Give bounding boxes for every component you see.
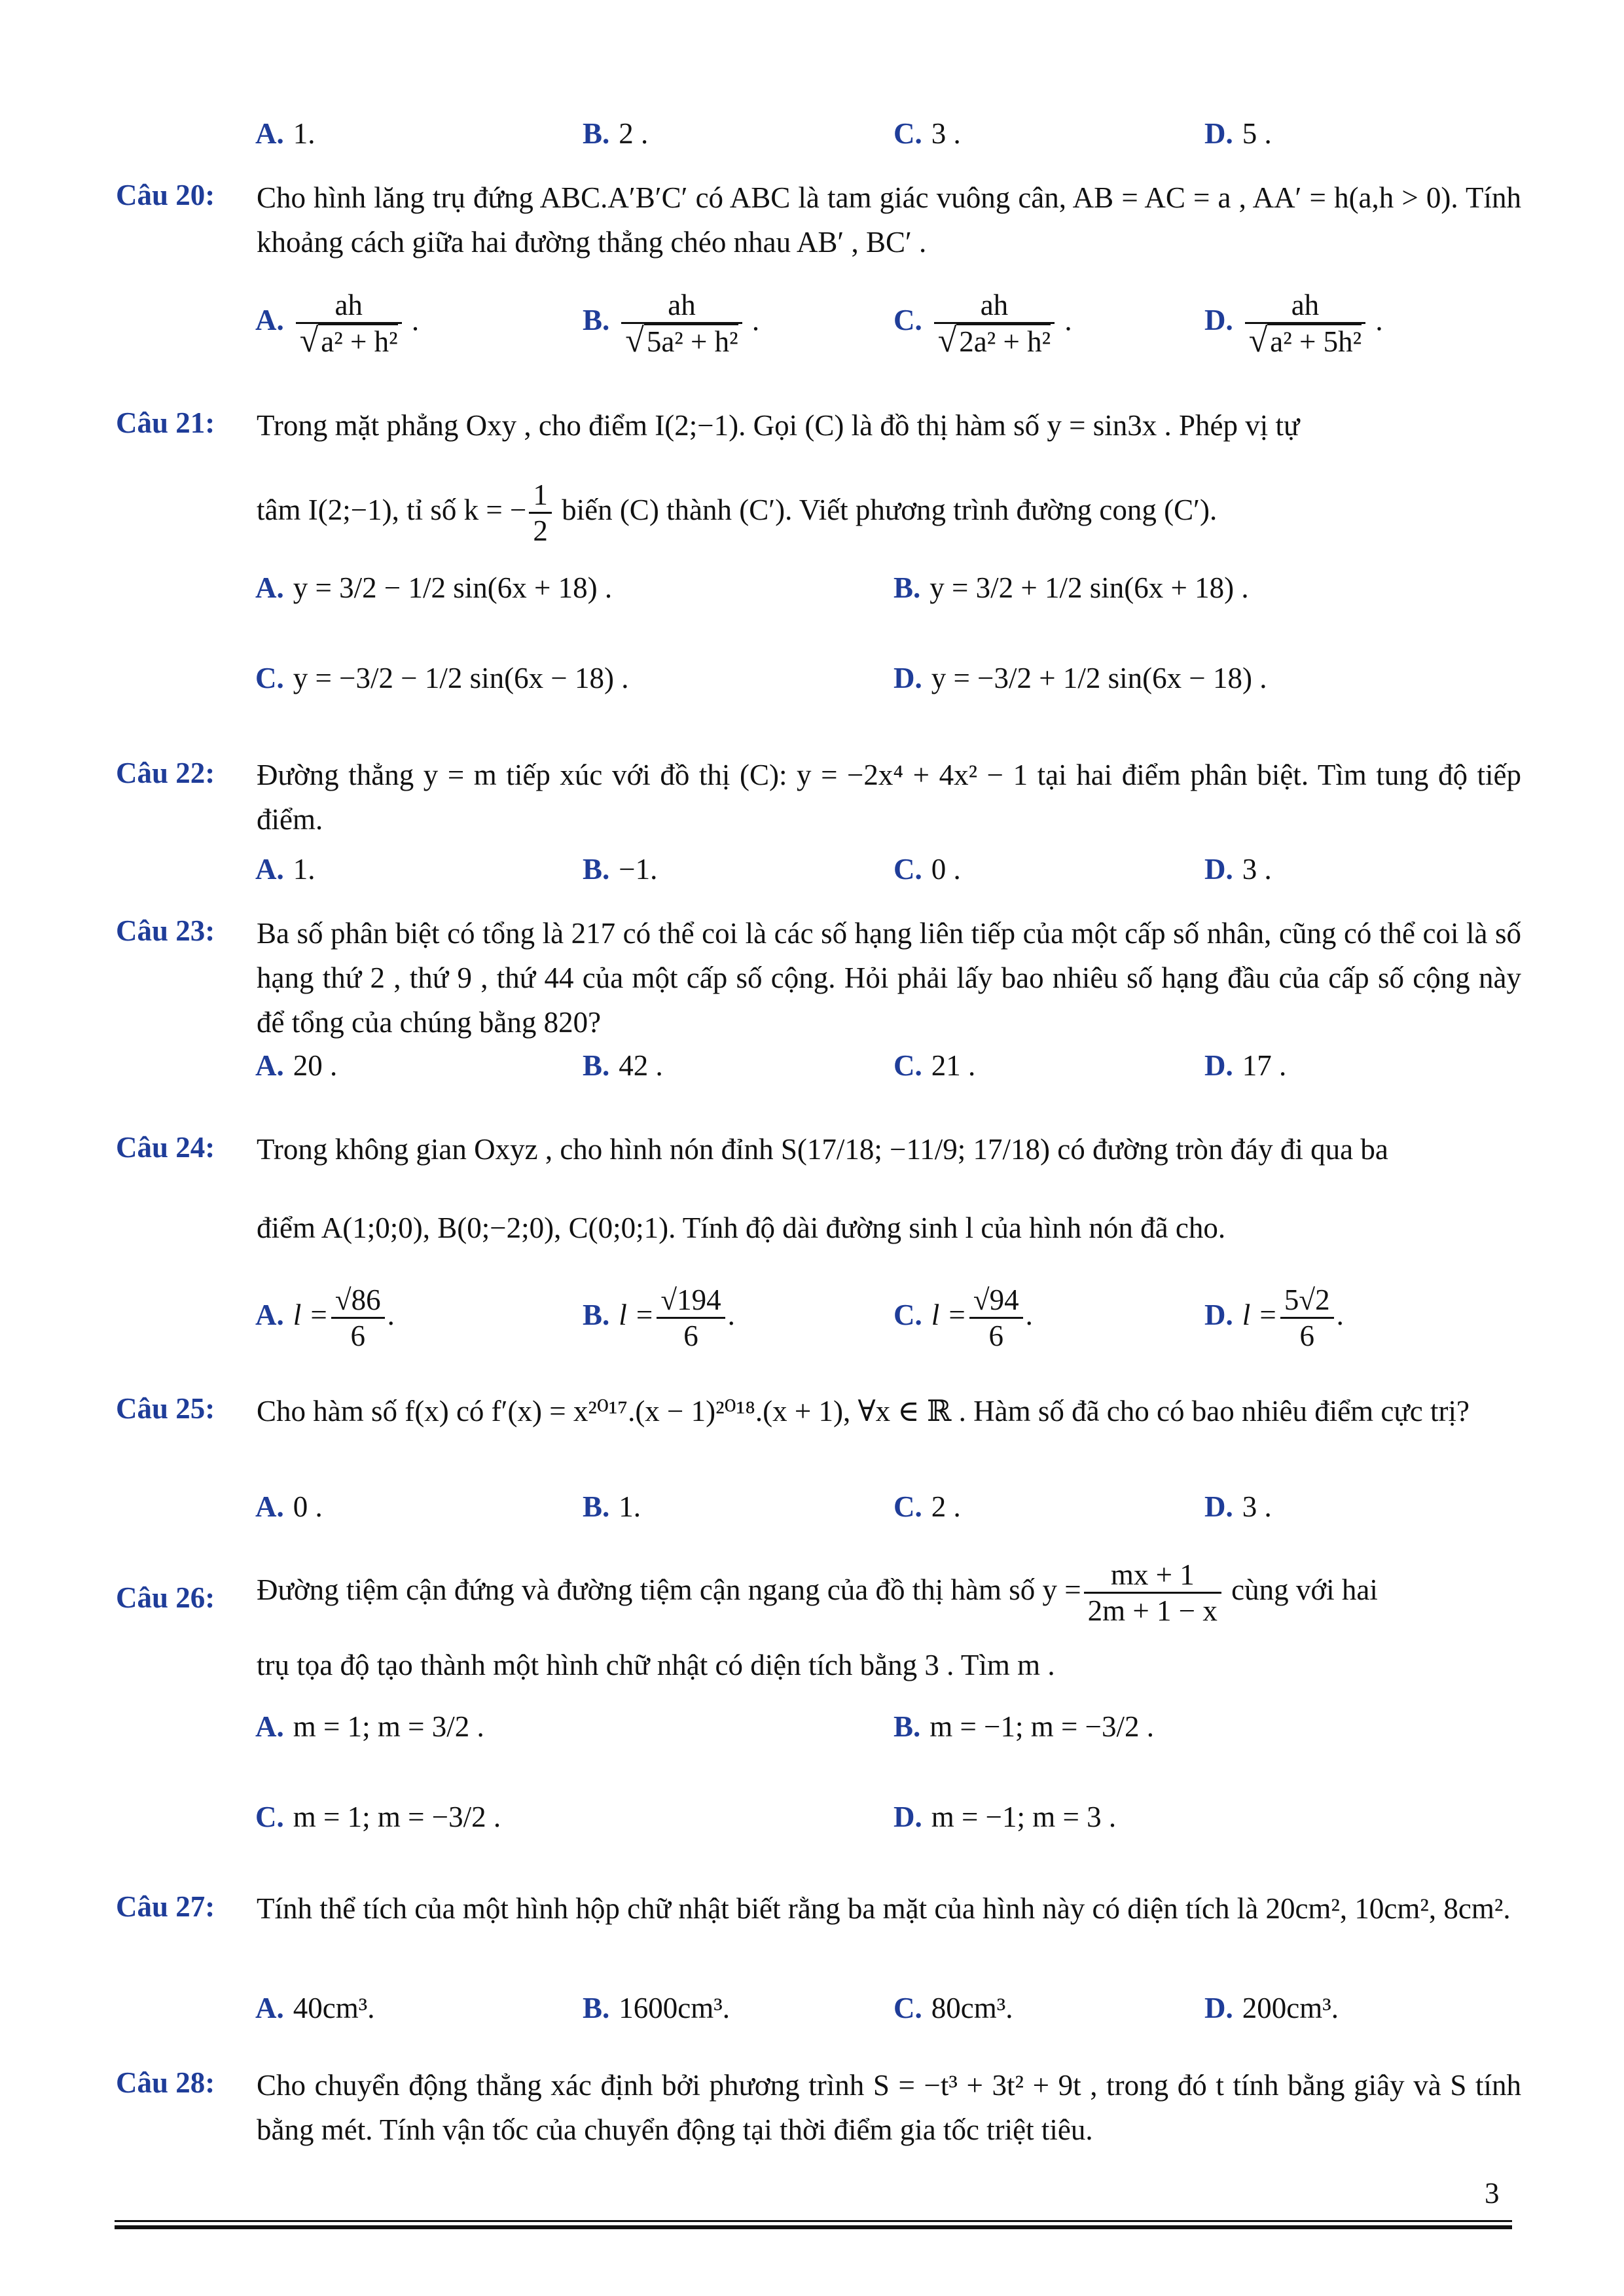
question-text-line1: Đường tiệm cận đứng và đường tiệm cận ngang của đồ thị hàm số y = $\frac{mx + 1}{2m + 1 - x}$ cùng với hai	[257, 1558, 1378, 1627]
q19-option-d: D. 5 .	[1204, 117, 1272, 150]
q21-option-b: B. y = 3/2 + 1/2 sin(6x + 18) .	[893, 571, 1249, 604]
sqrt-icon: √	[299, 322, 319, 359]
q25-option-a: A. 0 .	[255, 1490, 323, 1523]
sqrt-icon: √	[1248, 322, 1268, 359]
question-text: Cho hình lăng trụ đứng ABC.A′B′C′ có ABC là tam giác vuông cân, AB = AC = a , AA′ = h(a,h > 0). Tính khoảng cách giữa hai đường thẳng chéo nhau AB′ , BC′ .	[257, 181, 1521, 259]
question-text-line2: tâm I(2;−1), tỉ số k = − $\frac{1}{2}$ biến (C) thành (C′). Viết phương trình đường cong (C′).	[257, 478, 1218, 547]
q25-option-d: D. 3 .	[1204, 1490, 1272, 1523]
q19-option-c: C. 3 .	[893, 117, 961, 150]
q22-option-c: C. 0 .	[893, 853, 961, 886]
q24-option-d: D. l = $\frac{5√2}{6}$ .	[1204, 1283, 1344, 1352]
fraction: $\frac{ah}{\text{√5a² + h²}}$	[621, 288, 742, 359]
question-text-line2: trụ tọa độ tạo thành một hình chữ nhật có diện tích bằng 3 . Tìm m .	[257, 1649, 1055, 1681]
question-label: Câu 24:	[116, 1131, 215, 1164]
q27-option-a: A. 40cm³.	[255, 1992, 375, 2024]
footer-rule-thick	[115, 2225, 1512, 2229]
question-label: Câu 25:	[116, 1392, 215, 1425]
question-label: Câu 23:	[116, 914, 215, 947]
q23-option-a: A. 20 .	[255, 1049, 338, 1082]
question-text: Cho chuyển động thẳng xác định bởi phương trình S = −t³ + 3t² + 9t , trong đó t tính bằng giây và S tính bằng mét. Tính vận tốc của chuyển động tại thời điểm gia tốc triệt tiêu.	[257, 2069, 1521, 2146]
q24-option-a: A. l = $\frac{√86}{6}$ .	[255, 1283, 395, 1352]
q23-option-d: D. 17 .	[1204, 1049, 1287, 1082]
question-label: Câu 27:	[116, 1890, 215, 1923]
q19-option-b: B. 2 .	[583, 117, 649, 150]
q26-option-c: C. m = 1; m = −3/2 .	[255, 1801, 501, 1833]
question-text-line1: Trong không gian Oxyz , cho hình nón đỉnh S(17/18; −11/9; 17/18) có đường tròn đáy đi qua ba	[257, 1133, 1388, 1166]
q26-option-b: B. m = −1; m = −3/2 .	[893, 1710, 1155, 1743]
q20-option-c: C. $\frac{ah}{\text{√2a² + h²}}$ .	[893, 289, 1072, 359]
fraction-one-half: $\frac{1}{2}$	[529, 478, 552, 548]
question-text-line1: Trong mặt phẳng Oxy , cho điểm I(2;−1). Gọi (C) là đồ thị hàm số y = sin3x . Phép vị tự	[257, 409, 1300, 442]
question-label: Câu 20:	[116, 179, 215, 211]
fraction: $\frac{√194}{6}$	[657, 1283, 725, 1353]
question-label: Câu 21:	[116, 406, 215, 439]
question-text-line2: điểm A(1;0;0), B(0;−2;0), C(0;0;1). Tính độ dài đường sinh l của hình nón đã cho.	[257, 1211, 1226, 1244]
q27-option-c: C. 80cm³.	[893, 1992, 1013, 2024]
footer-rule	[115, 2220, 1512, 2222]
q21-option-d: D. y = −3/2 + 1/2 sin(6x − 18) .	[893, 662, 1267, 694]
q25-option-c: C. 2 .	[893, 1490, 961, 1523]
sqrt-icon: √	[625, 322, 644, 359]
q27-option-b: B. 1600cm³.	[583, 1992, 730, 2024]
fraction: $\frac{ah}{\text{√a² + h²}}$	[296, 288, 402, 359]
q22-option-d: D. 3 .	[1204, 853, 1272, 886]
fraction: $\frac{5√2}{6}$	[1280, 1283, 1334, 1353]
fraction: $\frac{ah}{\text{√2a² + h²}}$	[934, 288, 1055, 359]
q24-option-c: C. l = $\frac{√94}{6}$ .	[893, 1283, 1033, 1352]
fraction: $\frac{√86}{6}$	[331, 1283, 385, 1353]
fraction: $\frac{√94}{6}$	[969, 1283, 1023, 1353]
q19-option-a: A. 1.	[255, 117, 316, 150]
q20-option-b: B. $\frac{ah}{\text{√5a² + h²}}$ .	[583, 289, 760, 359]
question-text: Ba số phân biệt có tổng là 217 có thể coi là các số hạng liên tiếp của một cấp số nhân, cũng có thể coi là số hạng thứ 2 , thứ 9 , thứ 44 của một cấp số cộng. Hỏi phải lấy bao nhiêu số hạng đầu của cấp số cộng này để tổng của chúng bằng 820?	[257, 917, 1521, 1039]
page-number: 3	[1485, 2177, 1500, 2210]
q27-option-d: D. 200cm³.	[1204, 1992, 1339, 2024]
q22-option-a: A. 1.	[255, 853, 316, 886]
q21-option-c: C. y = −3/2 − 1/2 sin(6x − 18) .	[255, 662, 629, 694]
question-label: Câu 26:	[116, 1581, 215, 1614]
question-label: Câu 22:	[116, 757, 215, 789]
q21-option-a: A. y = 3/2 − 1/2 sin(6x + 18) .	[255, 571, 613, 604]
q20-option-a: A. $\frac{ah}{\text{√a² + h²}}$ .	[255, 289, 420, 359]
q23-option-b: B. 42 .	[583, 1049, 663, 1082]
q23-option-c: C. 21 .	[893, 1049, 976, 1082]
q24-option-b: B. l = $\frac{√194}{6}$ .	[583, 1283, 735, 1352]
sqrt-icon: √	[937, 322, 957, 359]
q26-option-d: D. m = −1; m = 3 .	[893, 1801, 1117, 1833]
q22-option-b: B. −1.	[583, 853, 658, 886]
fraction: $\frac{mx + 1}{2m + 1 - x}$	[1084, 1558, 1221, 1628]
q20-option-d: D. $\frac{ah}{\text{√a² + 5h²}}$ .	[1204, 289, 1383, 359]
question-text: Đường thẳng y = m tiếp xúc với đồ thị (C): y = −2x⁴ + 4x² − 1 tại hai điểm phân biệt. Tìm tung độ tiếp điểm.	[257, 759, 1521, 836]
q25-option-b: B. 1.	[583, 1490, 641, 1523]
question-text: Tính thể tích của một hình hộp chữ nhật biết rằng ba mặt của hình này có diện tích là 20cm², 10cm², 8cm².	[257, 1892, 1511, 1925]
question-label: Câu 28:	[116, 2066, 215, 2099]
fraction: $\frac{ah}{\text{√a² + 5h²}}$	[1245, 288, 1365, 359]
q26-option-a: A. m = 1; m = 3/2 .	[255, 1710, 484, 1743]
question-text: Cho hàm số f(x) có f′(x) = x²⁰¹⁷.(x − 1)²⁰¹⁸.(x + 1), ∀x ∈ ℝ . Hàm số đã cho có bao nhiêu điểm cực trị?	[257, 1395, 1470, 1427]
